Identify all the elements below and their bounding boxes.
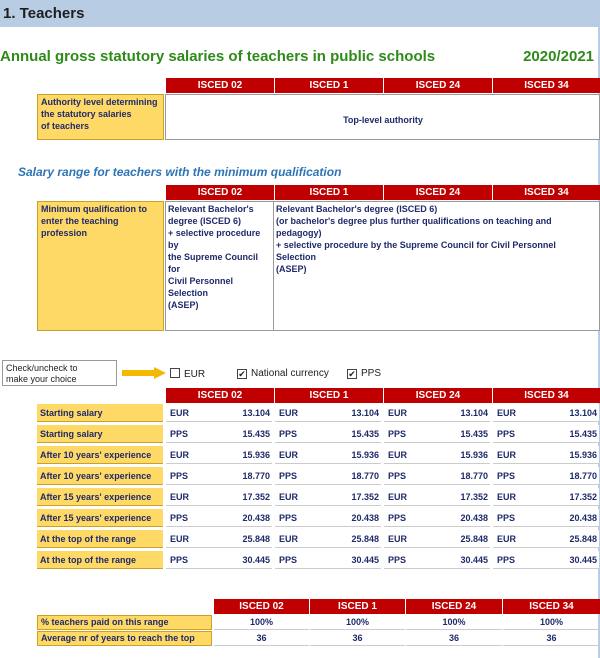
value-cell: 20.438 bbox=[242, 513, 270, 523]
bottom-value-cell: 36 bbox=[406, 631, 502, 646]
table-row bbox=[0, 509, 600, 527]
isced-header: ISCED 34 bbox=[493, 185, 600, 200]
checkmark-icon: ✔ bbox=[238, 369, 246, 379]
value-cell: 18.770 bbox=[569, 471, 597, 481]
unit-cell: PPS bbox=[497, 555, 516, 565]
unit-cell: PPS bbox=[170, 471, 189, 481]
row-label: At the top of the range bbox=[37, 530, 163, 548]
table-row bbox=[0, 425, 600, 443]
qualification-label-line: enter the teaching profession bbox=[41, 216, 119, 238]
unchecked-box-icon bbox=[170, 368, 180, 378]
unit-cell: EUR bbox=[170, 534, 190, 544]
isced-header: ISCED 24 bbox=[384, 388, 492, 403]
row-label: At the top of the range bbox=[37, 551, 163, 569]
qual-line: Civil Personnel Selection bbox=[168, 276, 234, 298]
value-cell: 30.445 bbox=[351, 555, 379, 565]
value-cell: 13.104 bbox=[351, 408, 379, 418]
authority-label-line: Authority level determining bbox=[41, 97, 158, 107]
isced-header: ISCED 34 bbox=[503, 599, 600, 614]
qual-line: (or bachelor's degree plus further qualifications on teaching and pedagogy) bbox=[276, 216, 552, 238]
unit-cell: EUR bbox=[497, 534, 517, 544]
bottom-header-row bbox=[214, 599, 600, 614]
isced-header: ISCED 34 bbox=[493, 388, 600, 403]
unit-cell: EUR bbox=[279, 450, 299, 460]
value-cell: 18.770 bbox=[351, 471, 379, 481]
qual-line: (ASEP) bbox=[276, 264, 307, 274]
row-label: After 15 years' experience bbox=[37, 509, 163, 527]
row-label: After 10 years' experience bbox=[37, 446, 163, 464]
value-cell: 13.104 bbox=[460, 408, 488, 418]
value-cell: 25.848 bbox=[460, 534, 488, 544]
isced-header: ISCED 24 bbox=[384, 78, 492, 93]
bottom-value-cell: 36 bbox=[503, 631, 600, 646]
unit-cell: PPS bbox=[279, 513, 298, 523]
bottom-value-cell: 36 bbox=[214, 631, 309, 646]
value-cell: 15.936 bbox=[569, 450, 597, 460]
bottom-value-cell: 100% bbox=[406, 615, 502, 630]
school-year: 2020/2021 bbox=[523, 48, 594, 65]
unit-cell: PPS bbox=[279, 429, 298, 439]
salary-range-subtitle: Salary range for teachers with the minimum qualification bbox=[18, 165, 342, 179]
unit-cell: EUR bbox=[388, 450, 408, 460]
row-label: After 10 years' experience bbox=[37, 467, 163, 485]
value-cell: 15.435 bbox=[460, 429, 488, 439]
value-cell: 13.104 bbox=[569, 408, 597, 418]
unit-cell: PPS bbox=[497, 429, 516, 439]
unit-cell: PPS bbox=[388, 429, 407, 439]
isced-header: ISCED 1 bbox=[310, 599, 405, 614]
bottom-row-label: Average nr of years to reach the top bbox=[37, 631, 212, 646]
authority-value: Top-level authority bbox=[343, 115, 423, 125]
table-row bbox=[0, 467, 600, 485]
unit-cell: EUR bbox=[170, 492, 190, 502]
value-cell: 20.438 bbox=[460, 513, 488, 523]
isced-header: ISCED 02 bbox=[166, 185, 274, 200]
salary-header-row bbox=[166, 388, 600, 403]
value-cell: 13.104 bbox=[242, 408, 270, 418]
pps-checkbox[interactable] bbox=[347, 368, 381, 379]
row-label: After 15 years' experience bbox=[37, 488, 163, 506]
authority-label-line: of teachers bbox=[41, 121, 90, 131]
bottom-value-cell: 100% bbox=[214, 615, 309, 630]
value-cell: 15.936 bbox=[460, 450, 488, 460]
value-cell: 20.438 bbox=[569, 513, 597, 523]
unit-cell: PPS bbox=[388, 513, 407, 523]
value-cell: 30.445 bbox=[569, 555, 597, 565]
value-cell: 15.936 bbox=[242, 450, 270, 460]
unit-cell: EUR bbox=[279, 408, 299, 418]
value-cell: 15.435 bbox=[569, 429, 597, 439]
isced-header: ISCED 02 bbox=[214, 599, 309, 614]
unit-cell: PPS bbox=[388, 471, 407, 481]
isced-header: ISCED 1 bbox=[275, 78, 383, 93]
isced-header: ISCED 1 bbox=[275, 185, 383, 200]
bottom-row-label: % teachers paid on this range bbox=[37, 615, 212, 630]
authority-label bbox=[37, 94, 164, 140]
value-cell: 30.445 bbox=[460, 555, 488, 565]
value-cell: 18.770 bbox=[460, 471, 488, 481]
checkbox-label: National currency bbox=[251, 368, 329, 379]
table-row bbox=[0, 530, 600, 548]
qual-line: (ASEP) bbox=[168, 300, 199, 310]
value-cell: 17.352 bbox=[242, 492, 270, 502]
unit-cell: PPS bbox=[170, 513, 189, 523]
qual-line: the Supreme Council for bbox=[168, 252, 259, 274]
value-cell: 25.848 bbox=[351, 534, 379, 544]
unit-cell: EUR bbox=[388, 492, 408, 502]
eur-checkbox[interactable] bbox=[170, 368, 205, 380]
unit-cell: EUR bbox=[279, 492, 299, 502]
checkbox-label: EUR bbox=[184, 369, 206, 380]
isced-header: ISCED 02 bbox=[166, 78, 274, 93]
unit-cell: PPS bbox=[497, 471, 516, 481]
unit-cell: EUR bbox=[170, 450, 190, 460]
callout-line: Check/uncheck to bbox=[6, 363, 78, 373]
value-cell: 25.848 bbox=[569, 534, 597, 544]
checkbox-label: PPS bbox=[361, 368, 382, 379]
isced-header: ISCED 24 bbox=[406, 599, 502, 614]
qual-line: + selective procedure by bbox=[168, 228, 261, 250]
value-cell: 15.435 bbox=[242, 429, 270, 439]
section-header bbox=[0, 0, 600, 27]
unit-cell: EUR bbox=[388, 534, 408, 544]
table-row bbox=[0, 446, 600, 464]
value-cell: 17.352 bbox=[351, 492, 379, 502]
authority-header-row bbox=[166, 78, 600, 93]
value-cell: 18.770 bbox=[242, 471, 270, 481]
row-label: Starting salary bbox=[37, 425, 163, 443]
arrow-right-icon bbox=[122, 367, 166, 379]
value-cell: 15.936 bbox=[351, 450, 379, 460]
value-cell: 30.445 bbox=[242, 555, 270, 565]
unit-cell: PPS bbox=[388, 555, 407, 565]
value-cell: 15.435 bbox=[351, 429, 379, 439]
national-currency-checkbox[interactable] bbox=[237, 368, 329, 379]
qualification-divider bbox=[273, 201, 274, 331]
isced-header: ISCED 34 bbox=[493, 78, 600, 93]
callout-line: make your choice bbox=[6, 374, 77, 384]
value-cell: 17.352 bbox=[460, 492, 488, 502]
authority-label-line: the statutory salaries bbox=[41, 109, 132, 119]
unit-cell: PPS bbox=[170, 429, 189, 439]
bottom-value-cell: 36 bbox=[310, 631, 405, 646]
qual-line: degree (ISCED 6) bbox=[168, 216, 242, 226]
qualification-label-line: Minimum qualification to bbox=[41, 204, 147, 214]
qualification-isced02 bbox=[168, 203, 272, 311]
table-row bbox=[0, 488, 600, 506]
qual-line: + selective procedure by the Supreme Council for Civil Personnel Selection bbox=[276, 240, 556, 262]
unit-cell: PPS bbox=[279, 471, 298, 481]
unit-cell: PPS bbox=[170, 555, 189, 565]
isced-header: ISCED 1 bbox=[275, 388, 383, 403]
qual-line: Relevant Bachelor's degree (ISCED 6) bbox=[276, 204, 438, 214]
unit-cell: EUR bbox=[170, 408, 190, 418]
isced-header: ISCED 24 bbox=[384, 185, 492, 200]
value-cell: 17.352 bbox=[569, 492, 597, 502]
qualification-label bbox=[37, 201, 164, 331]
bottom-value-cell: 100% bbox=[310, 615, 405, 630]
unit-cell: EUR bbox=[279, 534, 299, 544]
qualification-header-row bbox=[166, 185, 600, 200]
table-row bbox=[0, 404, 600, 422]
unit-cell: EUR bbox=[497, 408, 517, 418]
unit-cell: PPS bbox=[279, 555, 298, 565]
unit-cell: EUR bbox=[388, 408, 408, 418]
section-title: 1. Teachers bbox=[3, 5, 85, 22]
unit-cell: EUR bbox=[497, 492, 517, 502]
value-cell: 25.848 bbox=[242, 534, 270, 544]
value-cell: 20.438 bbox=[351, 513, 379, 523]
unit-cell: EUR bbox=[497, 450, 517, 460]
table-row bbox=[0, 551, 600, 569]
checkmark-icon: ✔ bbox=[348, 369, 356, 379]
main-title: Annual gross statutory salaries of teachers in public schools bbox=[0, 48, 436, 65]
choice-callout bbox=[2, 360, 117, 386]
qual-line: Relevant Bachelor's bbox=[168, 204, 254, 214]
isced-header: ISCED 02 bbox=[166, 388, 274, 403]
bottom-value-cell: 100% bbox=[503, 615, 600, 630]
row-label: Starting salary bbox=[37, 404, 163, 422]
unit-cell: PPS bbox=[497, 513, 516, 523]
qualification-other bbox=[276, 203, 598, 275]
